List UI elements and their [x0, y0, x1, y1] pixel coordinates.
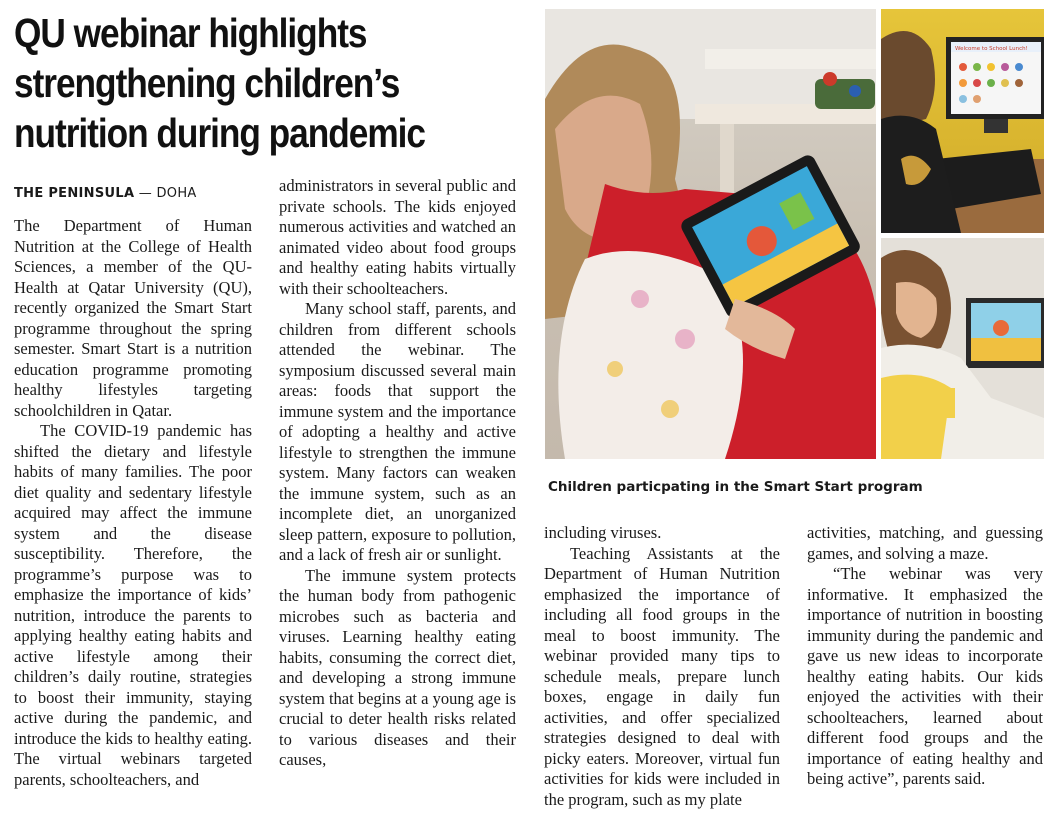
paragraph: administrators in several public and private schools. The kids enjoyed numerous activities and watched an animated video about food groups and healthy eating habits virtually with their schoolteachers. [279, 176, 516, 298]
photo-child-at-laptop [881, 238, 1044, 459]
article-column-3 [544, 523, 780, 810]
byline-place: DOHA [156, 186, 197, 201]
headline-line-3: nutrition during pandemic [14, 110, 426, 156]
paragraph: The COVID-19 pandemic has shifted the dietary and lifestyle habits of many families. The poor diet quality and sedentary lifestyle acquired may affect the immune system and the disease susceptibility. Therefore, the programme’s purpose was to emphasize the importance of kids’ nutrition, introduce the parents to applying healthy eating habits and active lifestyle among their children’s daily routine, strategies to boost their immunity, staying active during the pandemic, and introduce the kids to healthy eating. The virtual webinars targeted parents, schoolteachers, and [14, 421, 252, 789]
photo-child-at-computer [881, 9, 1044, 233]
headline-line-1: QU webinar highlights [14, 10, 367, 56]
paragraph: “The webinar was very informative. It emphasized the importance of nutrition in boosting immunity during the pandemic and gave us new ideas to incorporate healthy eating habits. Our kids enjoyed the activities with their schoolteachers, learned about different food groups and the importance of eating healthy and being active”, parents said. [807, 564, 1043, 788]
byline-separator: — [134, 186, 157, 201]
headline [14, 8, 461, 158]
screen-banner-text: Welcome to School Lunch! [955, 46, 1028, 52]
paragraph: The immune system protects the human body from pathogenic microbes such as bacteria and viruses. Learning healthy eating habits, consuming the correct diet, and developing a strong immune system that begins at a young age is crucial to deter health risks related to various diseases and their causes, [279, 565, 516, 769]
paragraph: The Department of Human Nutrition at the College of Health Sciences, a member of the QU-Health at Qatar University (QU), recently organized the Smart Start programme throughout the spring semester. Smart Start is a nutrition education programme promoting healthy lifestyles targeting schoolchildren in Qatar. [14, 216, 252, 420]
headline-line-2: strengthening children’s [14, 60, 400, 106]
paragraph: Teaching Assistants at the Department of Human Nutrition emphasized the importance of including all food groups in the meal to boost immunity. The webinar provided many tips to schedule meals, prepare lunch boxes, engage in daily fun activities, and offer specialized strategies designed to deal with picky eaters. Moreover, virtual fun activities for kids were included in the program, such as my plate [544, 543, 780, 809]
byline [14, 186, 197, 201]
paragraph: activities, matching, and guessing games, and solving a maze. [807, 523, 1043, 563]
photo-child-with-tablet [545, 9, 876, 459]
paragraph: Many school staff, parents, and children from different schools attended the webinar. The symposium discussed several main areas: foods that support the immune system and the importance of adopting a healthy and active lifestyle to strengthen the immune system. Many factors can weaken the immune system, such as an incomplete diet, an unorganized sleep pattern, exposure to pollution, and a lack of fresh air or sunlight. [279, 299, 516, 564]
article-column-4 [807, 523, 1043, 790]
article-column-2 [279, 176, 516, 771]
article-column-1 [14, 216, 252, 790]
photo-caption: Children particpating in the Smart Start program [548, 479, 923, 495]
paragraph: including viruses. [544, 523, 662, 542]
byline-source: THE PENINSULA [14, 186, 135, 201]
